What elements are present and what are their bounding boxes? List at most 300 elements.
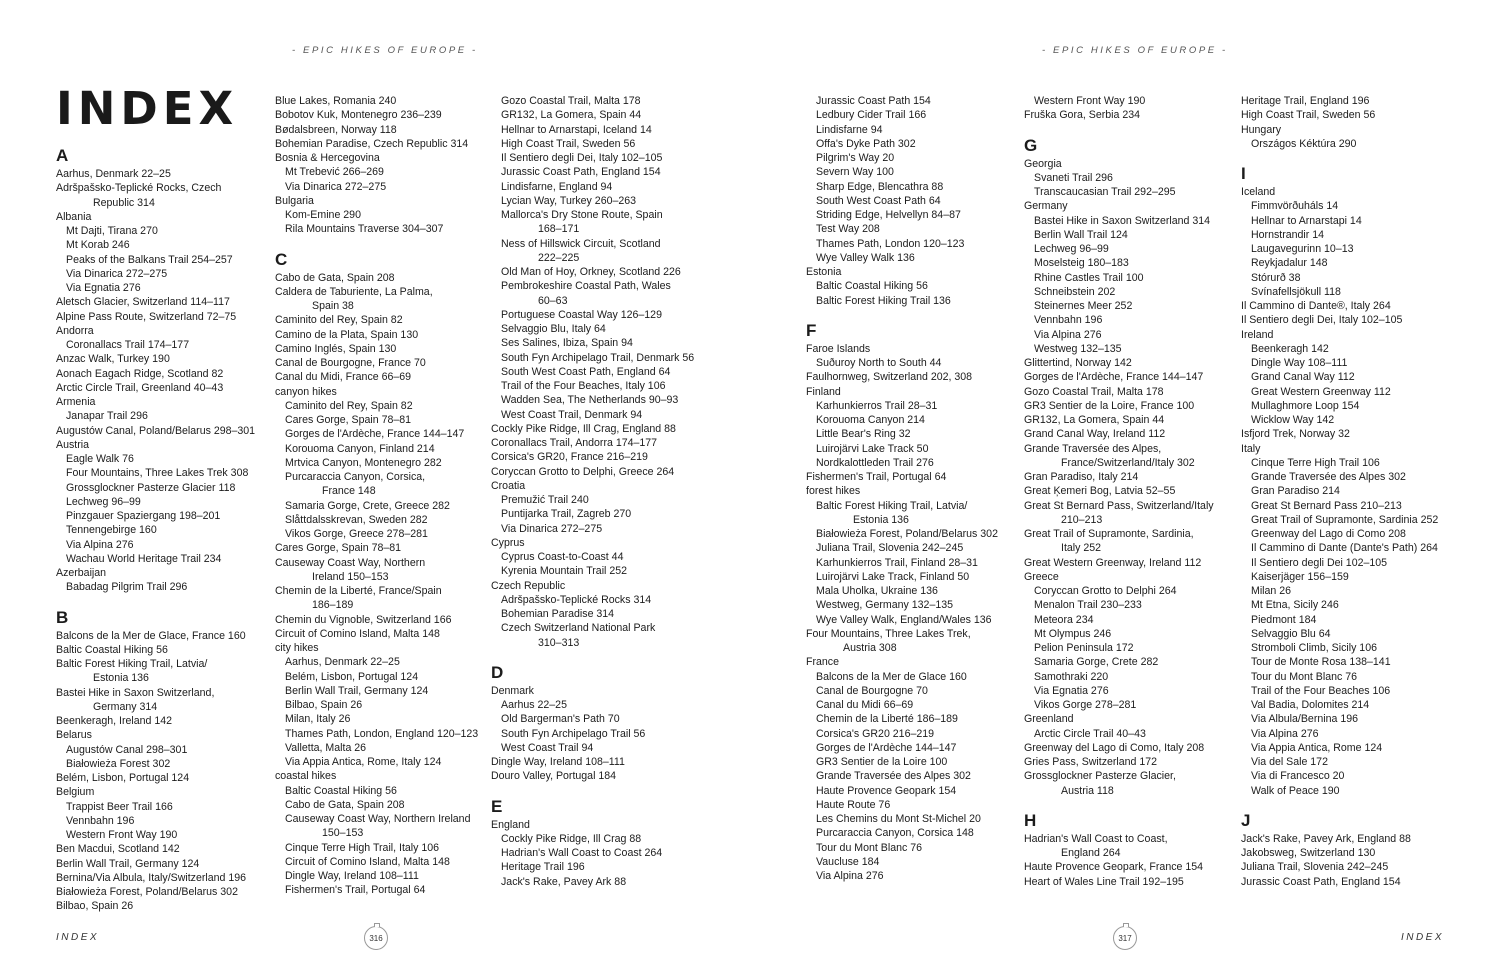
index-subentry: Lindisfarne, England 94 xyxy=(501,180,613,193)
index-subentry: Four Mountains, Three Lakes Trek 308 xyxy=(66,467,249,480)
index-entry: Ireland xyxy=(1241,328,1274,341)
index-entry: Gozo Coastal Trail, Malta 178 xyxy=(1024,385,1164,398)
index-subentry: Bastei Hike in Saxon Switzerland 314 xyxy=(1034,214,1211,227)
index-subentry: Coronallacs Trail 174–177 xyxy=(66,339,190,351)
index-entry: Circuit of Comino Island, Malta 148 xyxy=(275,627,440,640)
index-entry: Grande Traversée des Alpes, xyxy=(1024,442,1162,455)
index-subentry: Puntijarka Trail, Zagreb 270 xyxy=(501,508,632,521)
index-subentry: Mullaghmore Loop 154 xyxy=(1251,399,1360,412)
index-entry: Greenway del Lago di Como, Italy 208 xyxy=(1024,741,1205,754)
index-subentry: Little Bear's Ring 32 xyxy=(816,428,911,441)
index-entry: Cabo de Gata, Spain 208 xyxy=(275,271,395,284)
index-entry: Bohemian Paradise, Czech Republic 314 xyxy=(275,137,469,150)
index-entry: Augustów Canal, Poland/Belarus 298–301 xyxy=(56,424,256,437)
index-subentry: Rila Mountains Traverse 304–307 xyxy=(285,223,444,236)
index-entry: Baltic Forest Hiking Trail, Latvia/ xyxy=(56,658,208,670)
index-subentry: Mt Dajti, Tirana 270 xyxy=(66,225,158,237)
index-column-6 xyxy=(1241,94,1453,889)
index-subentry: GR3 Sentier de la Loire 100 xyxy=(816,756,948,768)
index-subentry: Kaiserjäger 156–159 xyxy=(1251,570,1349,583)
index-entry: Great Ķemeri Bog, Latvia 52–55 xyxy=(1024,485,1176,498)
index-letter-heading: J xyxy=(1241,810,1251,830)
running-head-right: - EPIC HIKES OF EUROPE - xyxy=(1042,45,1228,56)
index-subentry: Trail of the Four Beaches 106 xyxy=(1251,684,1391,697)
index-subentry: Bohemian Paradise 314 xyxy=(501,608,615,620)
index-subentry: Republic 314 xyxy=(93,196,155,209)
index-entry: Glittertind, Norway 142 xyxy=(1024,357,1132,369)
index-subentry: Il Sentiero degli Dei 102–105 xyxy=(1251,556,1388,569)
index-subentry: Schneibstein 202 xyxy=(1034,285,1116,298)
index-subentry: Gorges de l'Ardèche 144–147 xyxy=(816,741,957,754)
index-subentry: Belém, Lisbon, Portugal 124 xyxy=(285,670,419,683)
index-entry: Finland xyxy=(806,385,841,398)
index-subentry: Westweg 132–135 xyxy=(1034,342,1122,355)
index-entry: Andorra xyxy=(56,324,94,337)
index-entry: Bulgaria xyxy=(275,194,314,207)
index-subentry: Piedmont 184 xyxy=(1251,613,1317,626)
index-subentry: Lechweg 96–99 xyxy=(66,495,141,508)
index-subentry: Via Dinarica 272–275 xyxy=(501,522,603,535)
index-entry: canyon hikes xyxy=(275,385,337,398)
index-subentry: Valletta, Malta 26 xyxy=(285,741,367,754)
index-subentry: Gozo Coastal Trail, Malta 178 xyxy=(501,95,641,107)
index-entry: Denmark xyxy=(491,684,534,697)
index-entry: Coronallacs Trail, Andorra 174–177 xyxy=(491,437,658,449)
index-subentry: Via Alpina 276 xyxy=(1251,727,1319,740)
index-entry: Greece xyxy=(1024,570,1059,583)
index-entry: Anzac Walk, Turkey 190 xyxy=(56,353,170,366)
index-entry: Bastei Hike in Saxon Switzerland, xyxy=(56,686,215,699)
index-entry: Bernina/Via Albula, Italy/Switzerland 196 xyxy=(56,871,247,884)
index-subentry: Vaucluse 184 xyxy=(816,855,880,868)
index-subentry: Ireland 150–153 xyxy=(312,570,389,583)
index-subentry: Via Alpina 276 xyxy=(66,538,134,551)
index-entry: Belém, Lisbon, Portugal 124 xyxy=(56,772,190,784)
index-subentry: Ledbury Cider Trail 166 xyxy=(816,109,927,122)
index-letter-heading: H xyxy=(1024,810,1037,830)
index-subentry: Pilgrim's Way 20 xyxy=(816,152,895,164)
index-subentry: Luirojärvi Lake Track 50 xyxy=(816,442,929,455)
index-subentry: Austria 118 xyxy=(1061,784,1114,797)
index-subentry: Svínafellsjökull 118 xyxy=(1251,285,1341,298)
index-subentry: Dingle Way, Ireland 108–111 xyxy=(285,870,419,882)
index-subentry: Vikos Gorge, Greece 278–281 xyxy=(285,528,428,540)
index-subentry: Estonia 136 xyxy=(853,513,909,526)
index-subentry: Rhine Castles Trail 100 xyxy=(1034,271,1144,284)
index-subentry: Juliana Trail, Slovenia 242–245 xyxy=(816,542,964,555)
index-subentry: Offa's Dyke Path 302 xyxy=(816,137,916,150)
index-subentry: Great Western Greenway 112 xyxy=(1251,385,1391,398)
index-subentry: Via di Francesco 20 xyxy=(1251,770,1345,783)
index-subentry: Pinzgauer Spaziergang 198–201 xyxy=(66,510,221,522)
index-entry: Beenkeragh, Ireland 142 xyxy=(56,715,173,727)
index-entry: forest hikes xyxy=(806,485,861,498)
index-entry: Four Mountains, Three Lakes Trek, xyxy=(806,627,971,640)
index-subentry: Via Appia Antica, Rome, Italy 124 xyxy=(285,756,442,768)
index-entry: Iceland xyxy=(1241,186,1276,198)
index-subentry: Grand Canal Way 112 xyxy=(1251,371,1355,384)
index-entry: Great Western Greenway, Ireland 112 xyxy=(1024,556,1202,569)
index-subentry: Moselsteig 180–183 xyxy=(1034,257,1129,270)
index-subentry: Korouoma Canyon, Finland 214 xyxy=(285,442,435,455)
index-entry: Bosnia & Hercegovina xyxy=(275,152,380,164)
index-subentry: Samothraki 220 xyxy=(1034,670,1109,683)
index-entry: Bobotov Kuk, Montenegro 236–239 xyxy=(275,109,442,122)
index-subentry: Fimmvörðuháls 14 xyxy=(1251,200,1339,213)
index-subentry: Striding Edge, Helvellyn 84–87 xyxy=(816,209,961,221)
index-entry: England xyxy=(491,818,530,831)
index-subentry: Aarhus, Denmark 22–25 xyxy=(285,656,400,669)
index-subentry: Walk of Peace 190 xyxy=(1251,784,1340,797)
index-entry: Austria xyxy=(56,438,89,451)
index-subentry: Nordkalottleden Trail 276 xyxy=(816,456,934,469)
index-entry: Aarhus, Denmark 22–25 xyxy=(56,168,171,180)
index-entry: Coryccan Grotto to Delphi, Greece 264 xyxy=(491,465,675,478)
index-subentry: Grande Traversée des Alpes 302 xyxy=(816,770,971,783)
index-entry: Croatia xyxy=(491,479,526,492)
index-entry: Alpine Pass Route, Switzerland 72–75 xyxy=(56,310,237,323)
index-entry: Jurassic Coast Path, England 154 xyxy=(1241,875,1401,888)
index-subentry: Purcaraccia Canyon, Corsica 148 xyxy=(816,827,974,840)
index-subentry: Les Chemins du Mont St-Michel 20 xyxy=(816,813,981,825)
index-subentry: Meteora 234 xyxy=(1034,613,1094,626)
index-subentry: England 264 xyxy=(1061,847,1121,859)
index-entry: High Coast Trail, Sweden 56 xyxy=(1241,109,1376,122)
index-subentry: Thames Path, London, England 120–123 xyxy=(285,727,479,740)
index-subentry: Hornstrandir 14 xyxy=(1251,228,1325,241)
index-subentry: Suðuroy North to South 44 xyxy=(816,357,942,369)
index-entry: city hikes xyxy=(275,642,319,654)
index-entry: coastal hikes xyxy=(275,770,337,783)
index-subentry: Tennengebirge 160 xyxy=(66,524,157,537)
index-subentry: Circuit of Comino Island, Malta 148 xyxy=(285,855,450,868)
index-subentry: Jurassic Coast Path 154 xyxy=(816,95,931,107)
index-subentry: France/Switzerland/Italy 302 xyxy=(1061,456,1195,469)
index-entry: Caminito del Rey, Spain 82 xyxy=(275,314,403,327)
index-subentry: Canal du Midi 66–69 xyxy=(816,699,914,711)
index-subentry: West Coast Trail 94 xyxy=(501,741,594,754)
index-subentry: Reykjadalur 148 xyxy=(1251,257,1328,270)
index-subentry: Wadden Sea, The Netherlands 90–93 xyxy=(501,394,679,407)
index-subentry: Austria 308 xyxy=(843,642,897,654)
index-entry: Bødalsbreen, Norway 118 xyxy=(275,123,397,136)
index-subentry: Transcaucasian Trail 292–295 xyxy=(1034,186,1176,198)
index-subentry: Haute Route 76 xyxy=(816,798,891,811)
index-entry: Chemin de la Liberté, France/Spain xyxy=(275,585,442,597)
index-entry: Cockly Pike Ridge, Ill Crag, England 88 xyxy=(491,422,676,435)
index-letter-heading: I xyxy=(1241,164,1246,183)
index-entry: Douro Valley, Portugal 184 xyxy=(491,770,617,783)
index-entry: Jakobsweg, Switzerland 130 xyxy=(1241,847,1376,859)
index-subentry: High Coast Trail, Sweden 56 xyxy=(501,137,636,150)
index-entry: Hungary xyxy=(1241,123,1282,136)
index-subentry: Sharp Edge, Blencathra 88 xyxy=(816,180,944,193)
index-subentry: Balcons de la Mer de Glace 160 xyxy=(816,670,967,683)
index-subentry: Spain 38 xyxy=(312,300,354,312)
index-subentry: Haute Provence Geopark 154 xyxy=(816,784,957,797)
index-entry: Baltic Coastal Hiking 56 xyxy=(56,643,168,656)
index-subentry: Kom-Emine 290 xyxy=(285,209,361,221)
index-subentry: Dingle Way 108–111 xyxy=(1251,357,1348,369)
index-subentry: Old Bargerman's Path 70 xyxy=(501,713,620,726)
index-subentry: Berlin Wall Trail, Germany 124 xyxy=(285,684,429,697)
index-entry: Haute Provence Geopark, France 154 xyxy=(1024,861,1204,874)
index-subentry: Czech Switzerland National Park xyxy=(501,622,656,635)
index-entry: Ben Macdui, Scotland 142 xyxy=(56,843,180,856)
index-entry: Isfjord Trek, Norway 32 xyxy=(1241,428,1350,441)
index-subentry: Laugavegurinn 10–13 xyxy=(1251,243,1354,255)
footer-label-left: INDEX xyxy=(56,932,100,943)
index-entry: Hadrian's Wall Coast to Coast, xyxy=(1024,832,1168,845)
index-subentry: Országos Kéktúra 290 xyxy=(1251,137,1357,150)
index-subentry: Hadrian's Wall Coast to Coast 264 xyxy=(501,847,663,859)
index-entry: Berlin Wall Trail, Germany 124 xyxy=(56,857,200,870)
index-subentry: South Fyn Archipelago Trail 56 xyxy=(501,727,646,740)
index-subentry: Cyprus Coast-to-Coast 44 xyxy=(501,551,624,563)
index-subentry: Jurassic Coast Path, England 154 xyxy=(501,166,661,179)
index-subentry: Lycian Way, Turkey 260–263 xyxy=(501,194,637,207)
index-title: INDEX xyxy=(56,82,239,135)
index-subentry: Estonia 136 xyxy=(93,672,149,685)
index-subentry: Ses Salines, Ibiza, Spain 94 xyxy=(501,337,633,350)
index-subentry: Great Trail of Supramonte, Sardinia 252 xyxy=(1251,513,1439,526)
index-entry: Grand Canal Way, Ireland 112 xyxy=(1024,428,1166,441)
index-letter-heading: A xyxy=(56,146,69,165)
index-subentry: Vennbahn 196 xyxy=(1034,314,1103,327)
index-subentry: Causeway Coast Way, Northern Ireland xyxy=(285,813,471,825)
index-subentry: Białowieża Forest 302 xyxy=(66,757,171,770)
footer-label-right: INDEX xyxy=(1400,932,1444,943)
index-subentry: Trappist Beer Trail 166 xyxy=(66,800,173,813)
index-letter-heading: E xyxy=(491,796,503,816)
index-subentry: Western Front Way 190 xyxy=(66,829,178,841)
index-subentry: Chemin de la Liberté 186–189 xyxy=(816,713,958,726)
index-entry: Great St Bernard Pass, Switzerland/Italy xyxy=(1024,499,1214,512)
index-subentry: Lindisfarne 94 xyxy=(816,123,883,136)
index-subentry: Portuguese Coastal Way 126–129 xyxy=(501,308,662,321)
index-subentry: South West Coast Path, England 64 xyxy=(501,365,671,378)
index-subentry: Germany 314 xyxy=(93,700,158,713)
index-subentry: Via Albula/Bernina 196 xyxy=(1251,713,1359,726)
index-subentry: Baltic Coastal Hiking 56 xyxy=(285,784,397,797)
index-entry: Gries Pass, Switzerland 172 xyxy=(1024,756,1158,768)
index-entry: Estonia xyxy=(806,266,842,278)
index-entry: Arctic Circle Trail, Greenland 40–43 xyxy=(56,381,224,394)
index-column-1 xyxy=(56,147,268,914)
index-letter-heading: B xyxy=(56,607,69,627)
index-subentry: Il Sentiero degli Dei, Italy 102–105 xyxy=(501,152,663,164)
index-entry: Camino de la Plata, Spain 130 xyxy=(275,328,419,341)
index-entry: Cares Gorge, Spain 78–81 xyxy=(275,542,402,555)
index-entry: Fruška Gora, Serbia 234 xyxy=(1024,109,1140,122)
index-subentry: Wachau World Heritage Trail 234 xyxy=(66,552,222,565)
index-entry: Cyprus xyxy=(491,536,525,549)
index-entry: Aonach Eagach Ridge, Scotland 82 xyxy=(56,367,224,380)
index-entry: Gran Paradiso, Italy 214 xyxy=(1024,471,1139,483)
index-subentry: Cinque Terre High Trail 106 xyxy=(1251,456,1380,469)
index-entry: Jack's Rake, Pavey Ark, England 88 xyxy=(1241,832,1411,845)
index-subentry: Menalon Trail 230–233 xyxy=(1034,599,1142,612)
index-subentry: Grande Traversée des Alpes 302 xyxy=(1251,471,1406,483)
index-subentry: Luirojärvi Lake Track, Finland 50 xyxy=(816,570,970,583)
index-column-4 xyxy=(806,94,1018,883)
index-entry: Canal du Midi, France 66–69 xyxy=(275,371,412,384)
index-subentry: Grossglockner Pasterze Glacier 118 xyxy=(66,481,236,494)
page-number-left: 316 xyxy=(364,926,388,950)
index-subentry: Bilbao, Spain 26 xyxy=(285,699,363,711)
index-entry: France xyxy=(806,656,839,669)
index-entry: Il Sentiero degli Dei, Italy 102–105 xyxy=(1241,314,1403,327)
index-subentry: Via Dinarica 272–275 xyxy=(66,267,168,280)
index-subentry: Mt Olympus 246 xyxy=(1034,627,1112,640)
index-subentry: Mala Uholka, Ukraine 136 xyxy=(816,585,938,597)
index-subentry: Augustów Canal 298–301 xyxy=(66,743,188,756)
index-subentry: Vennbahn 196 xyxy=(66,814,135,827)
index-subentry: Greenway del Lago di Como 208 xyxy=(1251,528,1406,540)
index-entry: Albania xyxy=(56,210,92,223)
index-subentry: Gorges de l'Ardèche, France 144–147 xyxy=(285,428,465,441)
index-entry: Grossglockner Pasterze Glacier, xyxy=(1024,770,1176,783)
index-subentry: Milan, Italy 26 xyxy=(285,713,351,726)
index-subentry: Cinque Terre High Trail, Italy 106 xyxy=(285,841,440,854)
index-subentry: Heritage Trail 196 xyxy=(501,861,585,874)
index-entry: Bilbao, Spain 26 xyxy=(56,900,134,913)
index-subentry: Mt Korab 246 xyxy=(66,239,130,252)
index-entry: Canal de Bourgogne, France 70 xyxy=(275,357,426,369)
index-entry: Balcons de la Mer de Glace, France 160 xyxy=(56,629,246,642)
index-entry: Heritage Trail, England 196 xyxy=(1241,95,1370,107)
index-subentry: 310–313 xyxy=(538,636,580,649)
index-subentry: Slåttdalsskrevan, Sweden 282 xyxy=(285,513,428,526)
index-letter-heading: D xyxy=(491,662,504,682)
index-entry: GR3 Sentier de la Loire, France 100 xyxy=(1024,399,1195,412)
index-subentry: Pelion Peninsula 172 xyxy=(1034,642,1134,654)
index-subentry: Babadag Pilgrim Trail 296 xyxy=(66,581,188,594)
index-entry: Great Trail of Supramonte, Sardinia, xyxy=(1024,528,1194,540)
index-subentry: Purcaraccia Canyon, Corsica, xyxy=(285,471,426,483)
index-subentry: Beenkeragh 142 xyxy=(1251,342,1329,355)
index-entry: Belgium xyxy=(56,786,95,799)
index-subentry: Premužić Trail 240 xyxy=(501,494,589,506)
index-subentry: Cares Gorge, Spain 78–81 xyxy=(285,414,412,426)
index-subentry: Mrtvica Canyon, Montenegro 282 xyxy=(285,456,442,469)
index-subentry: Via Alpina 276 xyxy=(1034,328,1102,341)
index-subentry: Cockly Pike Ridge, Ill Crag 88 xyxy=(501,832,642,845)
index-subentry: 222–225 xyxy=(538,251,580,264)
index-subentry: Milan 26 xyxy=(1251,585,1292,597)
index-subentry: Severn Way 100 xyxy=(816,166,894,179)
index-subentry: France 148 xyxy=(322,485,376,498)
index-subentry: Italy 252 xyxy=(1061,542,1102,555)
index-subentry: Aarhus 22–25 xyxy=(501,699,567,711)
index-subentry: Via Alpina 276 xyxy=(816,870,884,882)
index-subentry: Corsica's GR20 216–219 xyxy=(816,727,935,740)
index-entry: Gorges de l'Ardèche, France 144–147 xyxy=(1024,371,1204,384)
index-subentry: Arctic Circle Trail 40–43 xyxy=(1034,727,1146,740)
index-entry: Czech Republic xyxy=(491,579,566,592)
index-subentry: Great St Bernard Pass 210–213 xyxy=(1251,499,1402,512)
index-subentry: Selvaggio Blu 64 xyxy=(1251,627,1331,640)
index-column-3 xyxy=(491,94,703,889)
index-column-2 xyxy=(275,94,487,898)
index-entry: Corsica's GR20, France 216–219 xyxy=(491,451,648,464)
index-subentry: 210–213 xyxy=(1061,513,1103,526)
index-subentry: Test Way 208 xyxy=(816,223,880,236)
index-subentry: Gran Paradiso 214 xyxy=(1251,485,1340,498)
index-entry: Georgia xyxy=(1024,157,1062,170)
index-letter-heading: F xyxy=(806,320,817,340)
index-subentry: Svaneti Trail 296 xyxy=(1034,171,1113,184)
index-subentry: Vikos Gorge 278–281 xyxy=(1034,699,1137,711)
index-subentry: Canal de Bourgogne 70 xyxy=(816,684,928,697)
index-subentry: Mallorca's Dry Stone Route, Spain xyxy=(501,209,663,221)
index-subentry: Karhunkierros Trail, Finland 28–31 xyxy=(816,556,978,569)
index-subentry: Mt Trebević 266–269 xyxy=(285,166,384,179)
index-subentry: Caminito del Rey, Spain 82 xyxy=(285,399,413,412)
index-entry: Heart of Wales Line Trail 192–195 xyxy=(1024,875,1184,888)
index-subentry: Coryccan Grotto to Delphi 264 xyxy=(1034,585,1177,597)
index-subentry: Wye Valley Walk, England/Wales 136 xyxy=(816,613,992,626)
index-letter-heading: C xyxy=(275,249,288,269)
index-entry: Camino Inglés, Spain 130 xyxy=(275,342,397,355)
index-subentry: Val Badia, Dolomites 214 xyxy=(1251,699,1370,711)
index-entry: Caldera de Taburiente, La Palma, xyxy=(275,285,433,298)
index-subentry: Wicklow Way 142 xyxy=(1251,414,1335,426)
index-entry: Aletsch Glacier, Switzerland 114–117 xyxy=(56,296,230,309)
index-letter-heading: G xyxy=(1024,135,1038,155)
index-entry: Juliana Trail, Slovenia 242–245 xyxy=(1241,861,1389,874)
index-subentry: Mt Etna, Sicily 246 xyxy=(1251,599,1339,612)
index-subentry: 150–153 xyxy=(322,827,364,840)
index-subentry: Baltic Coastal Hiking 56 xyxy=(816,280,928,293)
index-subentry: Tour de Monte Rosa 138–141 xyxy=(1251,656,1391,669)
index-subentry: Białowieża Forest, Poland/Belarus 302 xyxy=(816,528,998,540)
index-subentry: Samaria Gorge, Crete, Greece 282 xyxy=(285,499,450,512)
index-subentry: Samaria Gorge, Crete 282 xyxy=(1034,656,1159,669)
index-entry: Faulhornweg, Switzerland 202, 308 xyxy=(806,371,973,384)
index-subentry: Karhunkierros Trail 28–31 xyxy=(816,399,938,412)
index-subentry: Cabo de Gata, Spain 208 xyxy=(285,798,405,811)
index-subentry: Trail of the Four Beaches, Italy 106 xyxy=(501,380,666,392)
index-subentry: Kyrenia Mountain Trail 252 xyxy=(501,565,628,578)
index-subentry: Via Egnatia 276 xyxy=(1034,684,1109,697)
index-entry: Il Cammino di Dante®, Italy 264 xyxy=(1241,300,1391,312)
right-page xyxy=(750,0,1500,975)
index-subentry: Hellnar to Arnarstapi, Iceland 14 xyxy=(501,123,652,136)
index-entry: Armenia xyxy=(56,396,96,408)
index-subentry: Via Dinarica 272–275 xyxy=(285,180,387,193)
index-entry: Germany xyxy=(1024,200,1068,213)
index-entry: GR132, La Gomera, Spain 44 xyxy=(1024,414,1165,426)
index-subentry: Old Man of Hoy, Orkney, Scotland 226 xyxy=(501,266,681,278)
index-subentry: Thames Path, London 120–123 xyxy=(816,237,965,250)
index-subentry: Western Front Way 190 xyxy=(1034,95,1146,107)
index-subentry: Via Egnatia 276 xyxy=(66,282,141,294)
index-subentry: Adršpašsko-Teplické Rocks 314 xyxy=(501,593,652,606)
index-subentry: 186–189 xyxy=(312,599,354,612)
index-subentry: Pembrokeshire Coastal Path, Wales xyxy=(501,280,671,293)
index-entry: Azerbaijan xyxy=(56,567,107,579)
index-entry: Faroe Islands xyxy=(806,342,871,355)
page-number-right: 317 xyxy=(1113,926,1137,950)
index-entry: Chemin du Vignoble, Switzerland 166 xyxy=(275,613,452,626)
index-subentry: Lechweg 96–99 xyxy=(1034,243,1109,255)
index-subentry: 60–63 xyxy=(538,294,568,307)
index-subentry: Eagle Walk 76 xyxy=(66,453,134,465)
index-subentry: Il Cammino di Dante (Dante's Path) 264 xyxy=(1251,542,1438,555)
index-subentry: Tour du Mont Blanc 76 xyxy=(1251,670,1357,683)
index-subentry: 168–171 xyxy=(538,223,580,236)
